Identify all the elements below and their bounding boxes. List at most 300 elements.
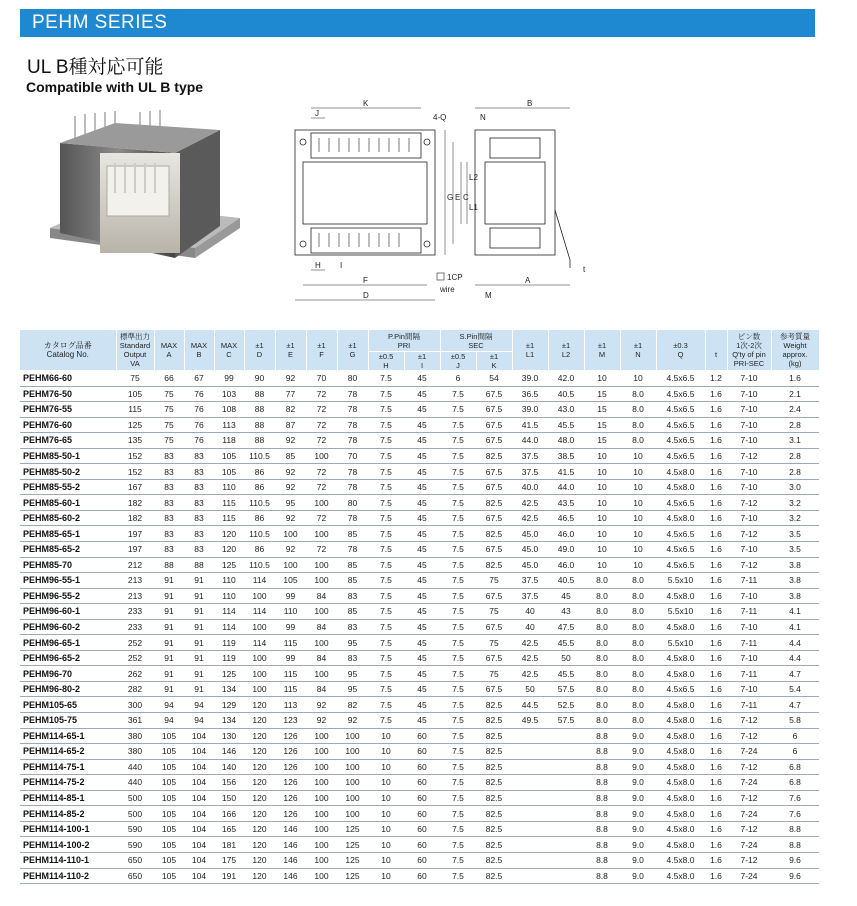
table-cell: 46.0 [548, 557, 584, 573]
table-cell [548, 852, 584, 868]
table-cell: 166 [214, 806, 244, 822]
table-cell: 47.5 [548, 619, 584, 635]
table-cell: 83 [154, 479, 184, 495]
table-cell: 1.2 [705, 371, 727, 387]
table-cell: 1.6 [705, 666, 727, 682]
table-cell: 39.0 [512, 371, 548, 387]
hdr-q: ±0.3 Q [656, 330, 705, 371]
table-cell: 1.6 [705, 619, 727, 635]
table-cell: 7.5 [440, 697, 476, 713]
table-cell: 46.0 [548, 526, 584, 542]
table-cell: 45 [404, 371, 440, 387]
table-cell: 8.8 [584, 806, 620, 822]
table-cell: 60 [404, 821, 440, 837]
table-cell: 7.5 [440, 790, 476, 806]
table-cell: 45 [404, 495, 440, 511]
table-cell: 115 [214, 495, 244, 511]
table-cell: 125 [337, 837, 368, 853]
table-cell: 7-12 [727, 821, 771, 837]
table-cell: 7.5 [368, 526, 404, 542]
table-row [20, 557, 819, 573]
table-cell: 4.5x8.0 [656, 619, 705, 635]
table-cell: 252 [116, 635, 154, 651]
table-row [20, 852, 819, 868]
table-cell: 1.6 [705, 542, 727, 558]
table-cell [548, 837, 584, 853]
table-cell: 78 [337, 386, 368, 402]
hdr-max-c: MAX C [214, 330, 244, 371]
table-cell: 10 [584, 464, 620, 480]
table-cell: 1.6 [705, 386, 727, 402]
table-cell: 45 [404, 433, 440, 449]
table-cell: 110 [214, 588, 244, 604]
table-cell: 45 [404, 635, 440, 651]
table-cell: 78 [337, 433, 368, 449]
table-cell: 45 [404, 417, 440, 433]
table-cell: 83 [184, 542, 214, 558]
table-cell: 67.5 [476, 681, 512, 697]
table-cell: 1.6 [705, 697, 727, 713]
table-cell: 45 [548, 588, 584, 604]
table-cell [548, 744, 584, 760]
table-cell: 42.5 [512, 510, 548, 526]
table-cell: 82.5 [476, 837, 512, 853]
table-cell [512, 806, 548, 822]
table-cell: 7-24 [727, 806, 771, 822]
table-cell: 3.5 [771, 526, 819, 542]
table-cell: 7.5 [440, 386, 476, 402]
catalog-number: PEHM114-100-1 [20, 821, 116, 837]
table-cell: 100 [306, 728, 337, 744]
table-cell: 94 [154, 697, 184, 713]
jp-title: UL B種対応可能 [27, 57, 164, 78]
table-cell: 115 [214, 510, 244, 526]
table-cell: 100 [306, 852, 337, 868]
catalog-number: PEHM85-60-2 [20, 510, 116, 526]
table-cell: 100 [337, 759, 368, 775]
table-cell: 134 [214, 681, 244, 697]
table-cell: 75 [154, 417, 184, 433]
table-cell: 110.5 [244, 495, 275, 511]
table-cell [512, 790, 548, 806]
table-cell: 105 [214, 448, 244, 464]
table-cell: 146 [275, 852, 306, 868]
table-cell: 72 [306, 417, 337, 433]
table-cell: 120 [244, 790, 275, 806]
table-cell: 75 [154, 402, 184, 418]
table-cell: 82.5 [476, 744, 512, 760]
table-cell: 7.5 [440, 448, 476, 464]
table-cell: 42.5 [512, 635, 548, 651]
table-cell: 8.8 [584, 759, 620, 775]
table-cell: 7.5 [368, 697, 404, 713]
table-row [20, 697, 819, 713]
table-cell: 44.0 [548, 479, 584, 495]
table-cell: 84 [306, 650, 337, 666]
table-cell: 92 [337, 713, 368, 729]
spec-table-body [20, 371, 819, 884]
table-cell: 120 [244, 697, 275, 713]
catalog-number: PEHM76-65 [20, 433, 116, 449]
table-cell: 120 [214, 526, 244, 542]
label-e: E [455, 193, 461, 202]
table-cell: 83 [154, 495, 184, 511]
table-cell: 7.5 [440, 635, 476, 651]
table-cell: 9.6 [771, 852, 819, 868]
table-cell: 6 [440, 371, 476, 387]
table-cell: 10 [368, 775, 404, 791]
table-cell: 300 [116, 697, 154, 713]
table-cell: 4.5x8.0 [656, 806, 705, 822]
catalog-number: PEHM96-65-1 [20, 635, 116, 651]
table-cell: 60 [404, 868, 440, 884]
table-cell: 45 [404, 666, 440, 682]
table-cell: 7-10 [727, 386, 771, 402]
table-row [20, 837, 819, 853]
table-cell: 4.5x8.0 [656, 697, 705, 713]
table-cell: 4.5x6.5 [656, 557, 705, 573]
label-b: B [527, 100, 533, 108]
table-row [20, 386, 819, 402]
catalog-number: PEHM114-110-2 [20, 868, 116, 884]
table-cell: 6.8 [771, 775, 819, 791]
table-cell: 45.5 [548, 635, 584, 651]
table-cell: 4.5x8.0 [656, 744, 705, 760]
label-1cp: 1CP [447, 273, 463, 282]
table-cell: 10 [584, 479, 620, 495]
table-cell: 4.5x6.5 [656, 495, 705, 511]
table-cell: 4.5x6.5 [656, 681, 705, 697]
table-cell: 10 [368, 744, 404, 760]
table-cell: 75 [476, 666, 512, 682]
table-cell: 70 [306, 371, 337, 387]
table-cell: 105 [154, 868, 184, 884]
table-cell: 4.1 [771, 604, 819, 620]
table-cell: 91 [154, 573, 184, 589]
table-cell: 7.5 [440, 479, 476, 495]
table-cell: 590 [116, 821, 154, 837]
table-cell: 9.0 [620, 775, 656, 791]
hdr-catalog: カタログ品番 Catalog No. [20, 330, 116, 371]
hdr-n: ±1 N [620, 330, 656, 371]
table-row [20, 806, 819, 822]
table-cell: 1.6 [705, 759, 727, 775]
table-cell: 45.0 [512, 526, 548, 542]
table-cell: 45.0 [512, 542, 548, 558]
table-cell: 114 [214, 604, 244, 620]
table-cell: 130 [214, 728, 244, 744]
table-cell: 82.5 [476, 759, 512, 775]
table-cell: 105 [116, 386, 154, 402]
table-cell: 82.5 [476, 775, 512, 791]
table-cell: 82 [275, 402, 306, 418]
table-cell: 67.5 [476, 402, 512, 418]
table-cell: 4.5x8.0 [656, 464, 705, 480]
table-cell: 1.6 [705, 806, 727, 822]
table-cell: 1.6 [705, 479, 727, 495]
table-cell: 91 [154, 604, 184, 620]
transformer-photo [45, 108, 245, 283]
table-cell: 1.6 [705, 510, 727, 526]
table-cell: 4.5x8.0 [656, 666, 705, 682]
table-cell: 100 [306, 635, 337, 651]
table-cell [548, 759, 584, 775]
table-cell: 10 [584, 526, 620, 542]
table-row [20, 759, 819, 775]
table-cell: 7.5 [440, 464, 476, 480]
table-row [20, 495, 819, 511]
table-cell: 8.0 [584, 650, 620, 666]
table-cell: 72 [306, 402, 337, 418]
table-cell: 100 [306, 604, 337, 620]
table-cell: 1.6 [705, 635, 727, 651]
table-cell: 91 [154, 619, 184, 635]
table-cell: 126 [275, 790, 306, 806]
table-cell [512, 868, 548, 884]
hdr-std-output: 標準出力 Standard Output VA [116, 330, 154, 371]
table-cell: 110 [214, 573, 244, 589]
table-cell: 114 [244, 635, 275, 651]
table-cell: 105 [275, 573, 306, 589]
table-cell: 212 [116, 557, 154, 573]
catalog-number: PEHM96-65-2 [20, 650, 116, 666]
table-cell: 1.6 [705, 573, 727, 589]
table-cell: 146 [275, 821, 306, 837]
table-cell: 45 [404, 510, 440, 526]
table-cell: 282 [116, 681, 154, 697]
table-cell: 82.5 [476, 852, 512, 868]
table-cell: 37.5 [512, 464, 548, 480]
table-cell: 10 [584, 371, 620, 387]
table-cell: 90 [244, 371, 275, 387]
label-c: C [463, 193, 469, 202]
table-cell: 100 [337, 744, 368, 760]
table-cell: 43.0 [548, 402, 584, 418]
table-cell: 82.5 [476, 806, 512, 822]
table-cell: 8.0 [584, 588, 620, 604]
hdr-max-b: MAX B [184, 330, 214, 371]
table-cell: 4.5x6.5 [656, 386, 705, 402]
table-cell: 134 [214, 713, 244, 729]
table-cell: 3.1 [771, 433, 819, 449]
table-cell: 60 [404, 837, 440, 853]
hdr-e: ±1 E [275, 330, 306, 371]
table-cell: 42.5 [512, 495, 548, 511]
table-cell: 8.8 [584, 868, 620, 884]
table-cell: 125 [116, 417, 154, 433]
table-cell: 10 [620, 557, 656, 573]
table-cell: 4.5x8.0 [656, 837, 705, 853]
label-t: t [583, 265, 586, 274]
table-cell [548, 790, 584, 806]
table-cell: 7-10 [727, 588, 771, 604]
table-cell: 105 [154, 790, 184, 806]
table-cell: 7-12 [727, 713, 771, 729]
table-cell: 103 [214, 386, 244, 402]
table-cell: 4.7 [771, 697, 819, 713]
table-cell: 86 [244, 510, 275, 526]
table-row [20, 588, 819, 604]
table-cell: 36.5 [512, 386, 548, 402]
table-cell: 8.0 [620, 433, 656, 449]
table-cell: 10 [368, 821, 404, 837]
catalog-number: PEHM114-65-1 [20, 728, 116, 744]
table-cell: 125 [337, 852, 368, 868]
table-cell: 91 [154, 635, 184, 651]
table-cell: 72 [306, 386, 337, 402]
table-cell: 95 [275, 495, 306, 511]
table-cell: 114 [214, 619, 244, 635]
table-cell: 45 [404, 619, 440, 635]
table-cell: 8.0 [584, 573, 620, 589]
label-g: G [447, 193, 454, 202]
table-cell: 7.5 [440, 821, 476, 837]
table-cell: 650 [116, 868, 154, 884]
table-cell: 105 [154, 852, 184, 868]
table-cell: 7.5 [440, 837, 476, 853]
table-cell: 7-24 [727, 744, 771, 760]
table-cell: 7.5 [368, 619, 404, 635]
table-cell: 83 [154, 510, 184, 526]
table-cell: 7.5 [440, 510, 476, 526]
table-cell: 8.0 [620, 697, 656, 713]
table-cell: 213 [116, 573, 154, 589]
table-cell [548, 775, 584, 791]
table-cell: 150 [214, 790, 244, 806]
table-cell: 7.5 [368, 713, 404, 729]
table-cell: 67.5 [476, 417, 512, 433]
table-cell: 7-10 [727, 510, 771, 526]
table-cell: 8.0 [584, 604, 620, 620]
table-cell: 94 [184, 713, 214, 729]
table-cell: 4.5x8.0 [656, 821, 705, 837]
table-cell: 37.5 [512, 448, 548, 464]
table-cell: 83 [184, 448, 214, 464]
table-cell: 85 [337, 526, 368, 542]
table-cell: 45 [404, 588, 440, 604]
hdr-spin: S.Pin間隔 SEC [440, 330, 512, 352]
table-cell: 7.5 [368, 573, 404, 589]
table-cell: 100 [306, 448, 337, 464]
table-cell: 262 [116, 666, 154, 682]
table-cell: 99 [275, 588, 306, 604]
table-cell: 45.5 [548, 417, 584, 433]
table-cell: 650 [116, 852, 154, 868]
table-cell: 4.5x8.0 [656, 868, 705, 884]
table-cell: 126 [275, 728, 306, 744]
table-cell: 72 [306, 542, 337, 558]
table-cell: 75 [476, 573, 512, 589]
catalog-number: PEHM96-55-1 [20, 573, 116, 589]
table-cell: 8.8 [584, 821, 620, 837]
table-cell: 84 [306, 619, 337, 635]
table-cell: 78 [337, 479, 368, 495]
label-j: J [315, 109, 319, 118]
table-cell: 42.5 [512, 666, 548, 682]
table-cell: 7.5 [368, 681, 404, 697]
table-cell: 91 [184, 635, 214, 651]
table-cell: 9.0 [620, 744, 656, 760]
table-cell: 7.5 [368, 650, 404, 666]
table-cell: 92 [275, 510, 306, 526]
table-cell: 100 [306, 821, 337, 837]
table-cell: 66 [154, 371, 184, 387]
table-cell: 10 [368, 759, 404, 775]
table-cell: 7.5 [440, 557, 476, 573]
table-cell: 10 [368, 868, 404, 884]
table-cell: 10 [620, 464, 656, 480]
table-cell: 3.8 [771, 557, 819, 573]
table-cell: 1.6 [705, 681, 727, 697]
table-cell: 120 [244, 728, 275, 744]
catalog-number: PEHM114-75-2 [20, 775, 116, 791]
table-cell: 82.5 [476, 728, 512, 744]
table-cell: 7-12 [727, 852, 771, 868]
table-cell: 45 [404, 650, 440, 666]
label-f: F [363, 276, 368, 285]
hdr-f: ±1 F [306, 330, 337, 371]
table-cell: 8.0 [620, 619, 656, 635]
table-cell: 8.8 [584, 852, 620, 868]
table-cell: 9.0 [620, 806, 656, 822]
table-cell: 100 [306, 837, 337, 853]
table-cell: 7.5 [368, 448, 404, 464]
table-cell: 94 [184, 697, 214, 713]
table-cell: 4.5x6.5 [656, 417, 705, 433]
table-row [20, 479, 819, 495]
table-cell: 83 [154, 464, 184, 480]
table-cell: 10 [368, 790, 404, 806]
table-cell: 2.8 [771, 417, 819, 433]
table-cell: 7.5 [368, 479, 404, 495]
table-cell: 361 [116, 713, 154, 729]
table-cell: 38.5 [548, 448, 584, 464]
hdr-max-a: MAX A [154, 330, 184, 371]
table-cell: 43 [548, 604, 584, 620]
label-i: I [340, 261, 343, 270]
table-cell: 92 [275, 464, 306, 480]
table-cell: 92 [275, 371, 306, 387]
table-cell: 76 [184, 386, 214, 402]
table-cell: 152 [116, 448, 154, 464]
table-row [20, 713, 819, 729]
table-cell: 83 [154, 448, 184, 464]
table-cell: 126 [275, 806, 306, 822]
table-cell: 45 [404, 681, 440, 697]
table-cell: 100 [306, 759, 337, 775]
table-cell: 82.5 [476, 697, 512, 713]
table-cell: 91 [154, 588, 184, 604]
table-cell: 45 [404, 573, 440, 589]
hdr-weight: 参考質量 Weight approx. (kg) [771, 330, 819, 371]
table-cell: 95 [337, 681, 368, 697]
table-row [20, 417, 819, 433]
table-cell: 10 [584, 495, 620, 511]
table-cell: 82.5 [476, 868, 512, 884]
table-cell: 15 [584, 417, 620, 433]
table-row [20, 371, 819, 387]
table-cell: 380 [116, 744, 154, 760]
table-cell: 83 [184, 495, 214, 511]
table-cell: 88 [244, 417, 275, 433]
table-cell: 8.8 [584, 790, 620, 806]
table-cell [512, 744, 548, 760]
label-k: K [363, 100, 369, 108]
table-cell: 10 [620, 371, 656, 387]
table-cell: 10 [620, 542, 656, 558]
table-cell: 91 [154, 681, 184, 697]
hdr-m: ±1 M [584, 330, 620, 371]
